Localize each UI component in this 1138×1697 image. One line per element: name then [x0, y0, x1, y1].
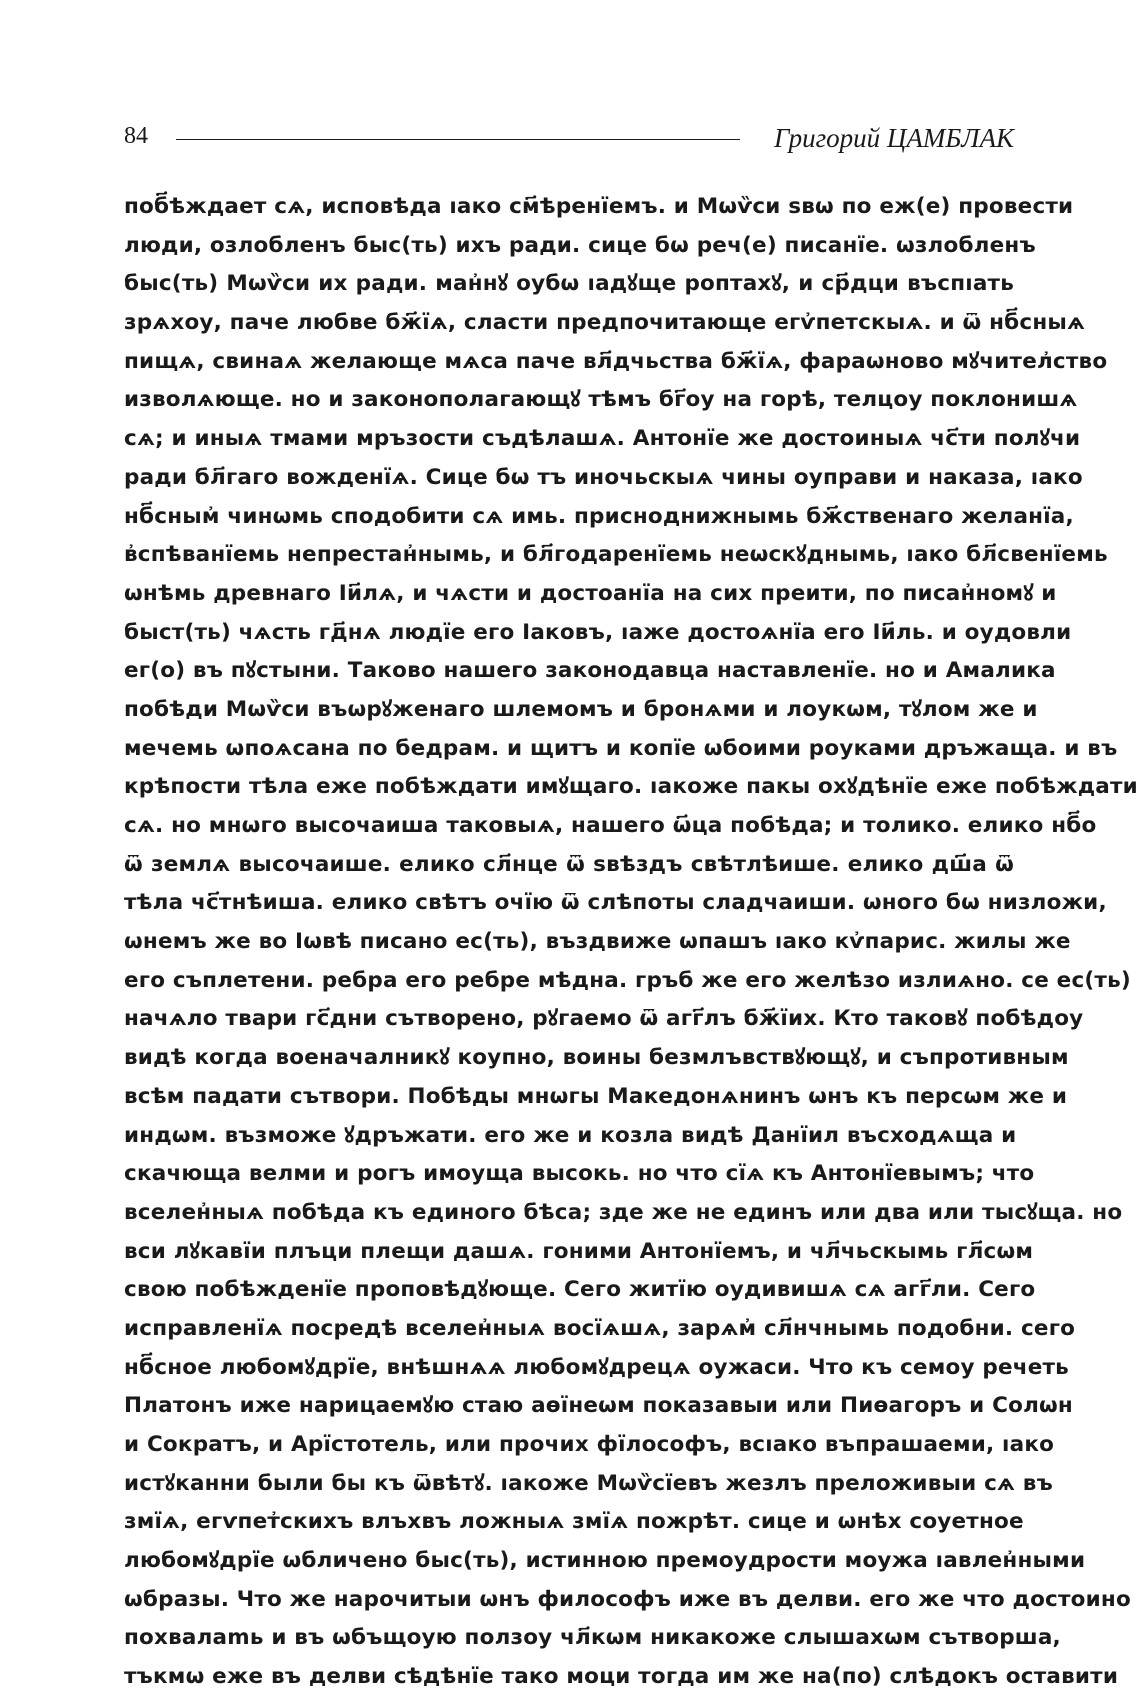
text-line: нб҃сное любомꙋдрїе, внѣшнѧѧ любомꙋдрецѧ оужаси. Что къ семоу речеть [124, 1354, 1069, 1380]
text-line: быс(ть) Мѡѷси их ради. ман҆нꙋ оубѡ ıадꙋще роптахꙋ, и ср҃дци въспıать [124, 271, 1014, 297]
text-line: побѣди Мѡѷси въѡрꙋженаго шлемомъ и бронѧми и лоукѡм, тꙋлом же и [124, 696, 1038, 722]
text-line: в҆спѣванїемь непрестан҆нымь, и бл҃годаренїемь неѡскꙋднымь, ıако бл҃свенїемь [124, 542, 1108, 568]
text-line: всѣм падати сътвори. Побѣды мнѡгы Македонѧнинъ ѡнъ къ персѡм же и [124, 1083, 1068, 1109]
text-line: зрѧхоу, паче любве бж҃їѧ, сласти предпочитающе егѵ҆петскыѧ. и ѿ нб҃сныѧ [124, 310, 1086, 336]
text-line: ѡнѣмь древнаго Іи҃лѧ, и чѧсти и достоанїа на сих преити, по писан҆номꙋ и [124, 580, 1057, 606]
text-line: его съплетени. ребра его ребре мѣдна. гръб же его желѣзо излиѧно. се ес(ть) [124, 967, 1131, 993]
text-line: индѡм. възможе ꙋдръжати. его же и козла видѣ Данїил въсходѧща и [124, 1122, 1017, 1148]
text-line: быст(ть) чѧсть гд҃нѧ людїе его Іаковъ, ıаже достоѧнїа его Іи҃ль. и оудовли [124, 619, 1072, 645]
text-line: видѣ когда военачалникꙋ коупно, воины безмлъвствꙋющꙋ, и съпротивным [124, 1045, 1069, 1071]
text-line: змїѧ, егѵпет҆скихъ влъхвъ ложныѧ змїѧ пожрѣт. сице и ѡнѣх соуетное [124, 1509, 1024, 1535]
text-line: крѣпости тѣла еже побѣждати имꙋщаго. ıакоже пакы охꙋдѣнїе еже побѣждати [124, 774, 1138, 800]
text-line: ради бл҃гаго вожденїѧ. Сице бѡ тъ иночьскыѧ чины оуправи и наказа, ıако [124, 464, 1083, 490]
text-line: ѡнемъ же во Іѡвѣ писано ес(ть), въздвиже ѡпашъ ıако кѵ҆парис. жилы же [124, 929, 1071, 955]
text-line: пищѧ, свинаѧ желающе мѧса паче вл҃дчьства бж҃їѧ, фараѡново мꙋчител҆ство [124, 348, 1108, 374]
text-line: вселен҆ныѧ побѣда къ единого бѣса; зде же не единъ или два или тысꙋща. но [124, 1199, 1123, 1225]
text-line: скачюща велми и рогъ имоуща высокь. но что сїѧ къ Антонїевымъ; что [124, 1161, 1035, 1187]
text-line: поб҃ѣждает сѧ, исповѣда ıако см҃ѣренїемъ. и Мѡѷси ѕвѡ по еж(е) провести [124, 194, 1074, 219]
text-line: начѧло твари гс҃дни сътворено, рꙋгаемо ѿ агг҃лъ бж҃їих. Кто таковꙋ побѣдоу [124, 1006, 1084, 1032]
text-line: мечемь ѡпоѧсана по бедрам. и щитъ и копїе ѡбоими роуками дръжаща. и въ [124, 735, 1118, 761]
text-line: сѧ. но мнѡго высочаиша таковыѧ, нашего ѡ҃ца побѣда; и толико. елико нб҃о [124, 813, 1097, 838]
text-line: тѣла чс҃тнѣиша. елико свѣтъ очїю ѿ слѣпоты сладчаиши. ѡного бѡ низложи, [124, 890, 1107, 916]
text-line: и Сократъ, и Арїстотель, или прочих фїлософъ, всıако въпрашаеми, ıако [124, 1432, 1055, 1457]
text-line: любомꙋдрїе ѡбличено быс(ть), истинною премоудрости моужа ıавлен҆ными [124, 1548, 1086, 1574]
page-number: 84 [124, 123, 148, 149]
text-line: тъкмѡ еже въ делви сѣдѣнїе тако моци тогда им же на(по) слѣдокъ оставити [124, 1664, 1119, 1690]
text-line: ѡбразы. Что же нарочитыи ѡнъ философъ иже въ делви. его же что достоино [124, 1586, 1131, 1612]
text-line: сѧ; и иныѧ тмами мръзости съдѣлашѧ. Антонїе же достоиныѧ чс҃ти полꙋчи [124, 426, 1081, 452]
text-line: изволѧюще. но и законополагающꙋ тѣмъ бг҃оу на горѣ, телцоу поклонишѧ [124, 387, 1078, 413]
text-line: свою побѣжденїе проповѣдꙋюще. Сего житїю оудивишѧ сѧ агг҃ли. Сего [124, 1277, 1036, 1303]
text-line: похвалamь и въ ѡбъщоую ползоу чл҃кѡм никакоже слышахѡм сътворша, [124, 1625, 1061, 1651]
text-line: ѿ землѧ высочаише. елико сл҃нце ѿ ѕвѣздъ свѣтлѣише. елико дш҃а ѿ [124, 851, 1014, 877]
text-line: истꙋканни были бы къ ѿвѣтꙋ. ıакоже Мѡѷсїевъ жезлъ преложивыи сѧ въ [124, 1470, 1053, 1496]
running-title: Григорий ЦАМБЛАК [773, 123, 1014, 153]
text-line: ег(о) въ пꙋстыни. Таково нашего законодавца наставленїе. но и Амалика [124, 658, 1056, 684]
text-line: Платонъ иже нарицаемꙋю стаю аѳїнеѡм показавыи или Пиѳагоръ и Солѡн [124, 1393, 1073, 1419]
text-line: люди, озлобленъ быс(ть) ихъ ради. сице бѡ реч(е) писанїе. ѡзлобленъ [124, 232, 1036, 258]
header-rule [176, 139, 740, 140]
text-line: вси лꙋкавїи плъци плещи дашѧ. гоними Антонїемъ, и чл҃чьскымь гл҃сѡм [124, 1238, 1034, 1264]
body-text [124, 188, 1138, 1697]
text-line: нб҃сным҆ чинѡмь сподобити сѧ имь. присноднижнымь бж҃ственаго желанїа, [124, 503, 1074, 529]
running-header [124, 120, 1014, 160]
text-line: исправленїѧ посредѣ вселен҆ныѧ восїѧшѧ, зарѧм҆ сл҃нчнымь подобни. сего [124, 1315, 1076, 1341]
